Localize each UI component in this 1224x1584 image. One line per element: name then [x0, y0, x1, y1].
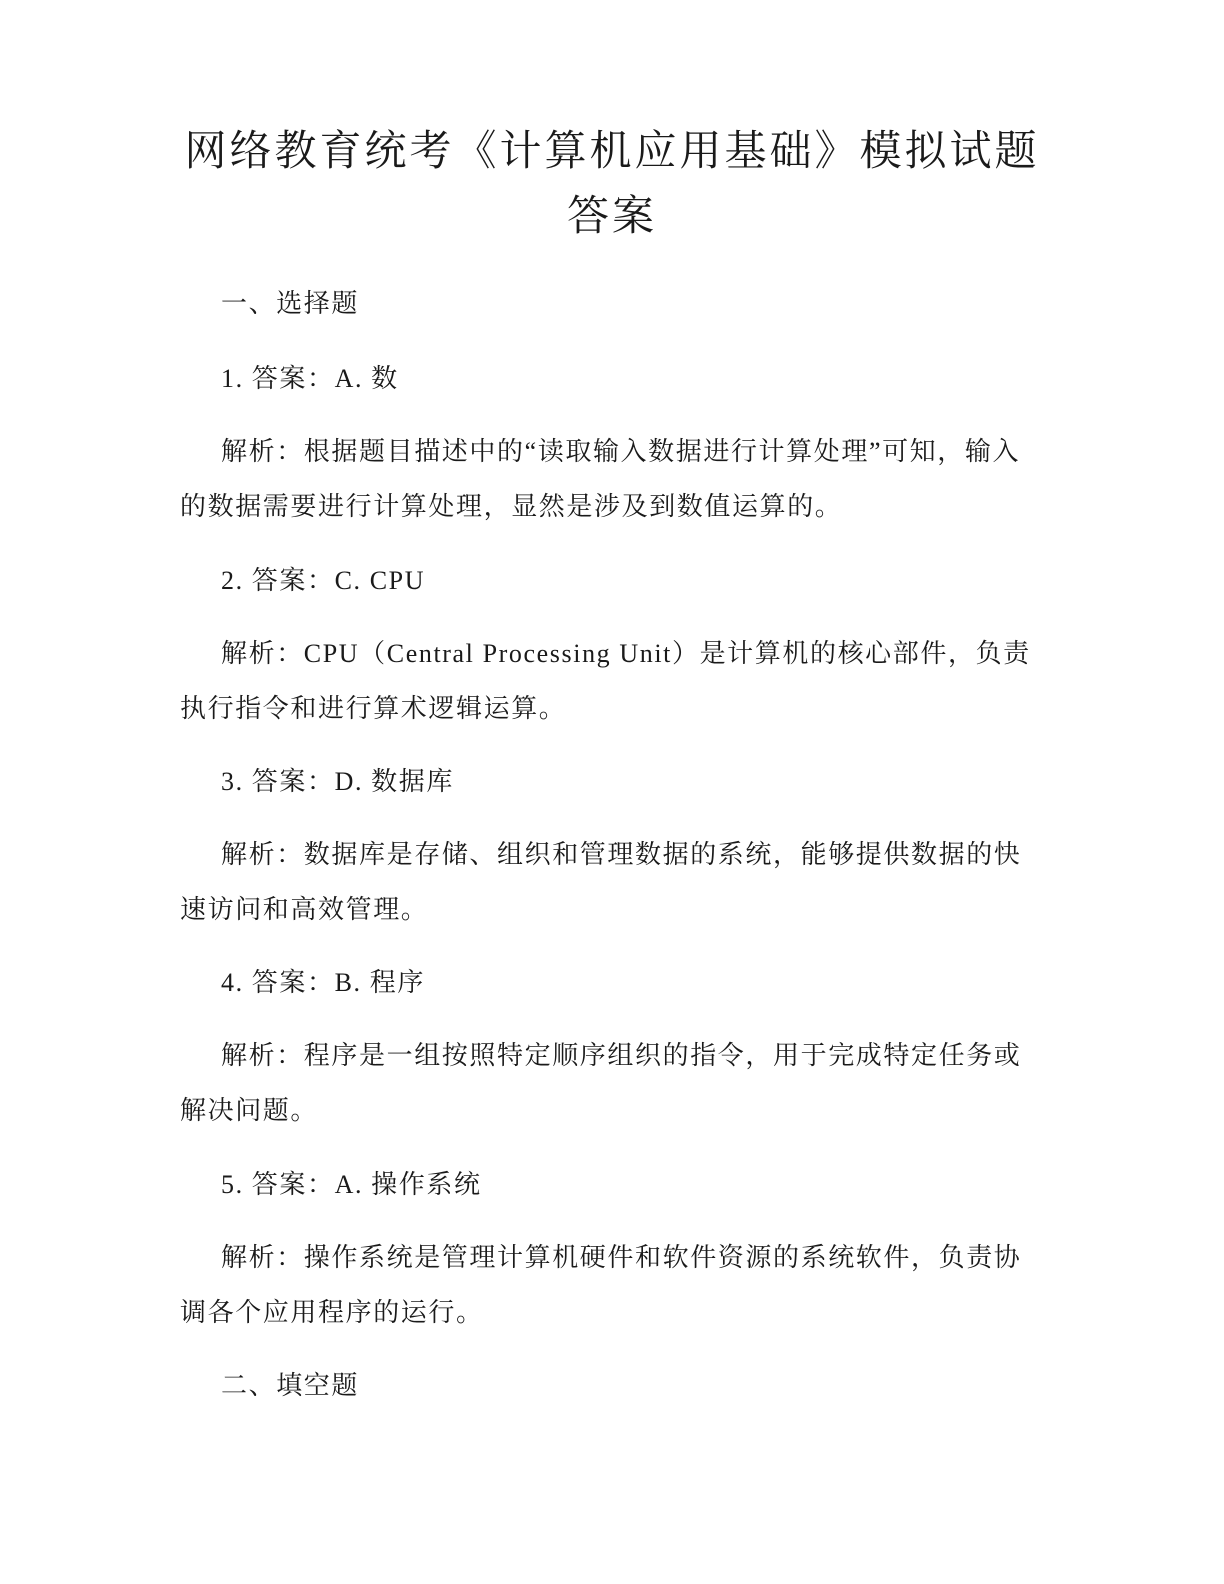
document-title-line-1: 网络教育统考《计算机应用基础》模拟试题 [184, 129, 1040, 175]
question-3-explanation-line-2: 速访问和高效管理。 [180, 895, 429, 924]
question-1-answer: 1. 答案：A. 数 [221, 364, 399, 393]
question-2-explanation-line-1: 解析：CPU（Central Processing Unit）是计算机的核心部件，负责 [221, 639, 1031, 668]
section-heading-fill-in: 二、填空题 [221, 1371, 360, 1400]
question-5-explanation-line-1: 解析：操作系统是管理计算机硬件和软件资源的系统软件，负责协 [221, 1243, 1022, 1272]
question-1-explanation-line-1: 解析：根据题目描述中的“读取输入数据进行计算处理”可知，输入 [221, 437, 1021, 466]
document-title-line-2: 答案 [566, 194, 657, 240]
question-4-answer: 4. 答案：B. 程序 [221, 968, 425, 997]
question-4-explanation-line-1: 解析：程序是一组按照特定顺序组织的指令，用于完成特定任务或 [221, 1041, 1022, 1070]
question-1-explanation-line-2: 的数据需要进行计算处理，显然是涉及到数值运算的。 [180, 492, 843, 521]
question-5-answer: 5. 答案：A. 操作系统 [221, 1170, 482, 1199]
question-3-explanation-line-1: 解析：数据库是存储、组织和管理数据的系统，能够提供数据的快 [221, 840, 1022, 869]
question-4-explanation-line-2: 解决问题。 [180, 1096, 319, 1125]
question-3-answer: 3. 答案：D. 数据库 [221, 767, 454, 796]
question-5-explanation-line-2: 调各个应用程序的运行。 [180, 1298, 484, 1327]
question-2-answer: 2. 答案：C. CPU [221, 566, 426, 595]
question-2-explanation-line-2: 执行指令和进行算术逻辑运算。 [180, 694, 567, 723]
section-heading-choice: 一、选择题 [221, 289, 360, 318]
